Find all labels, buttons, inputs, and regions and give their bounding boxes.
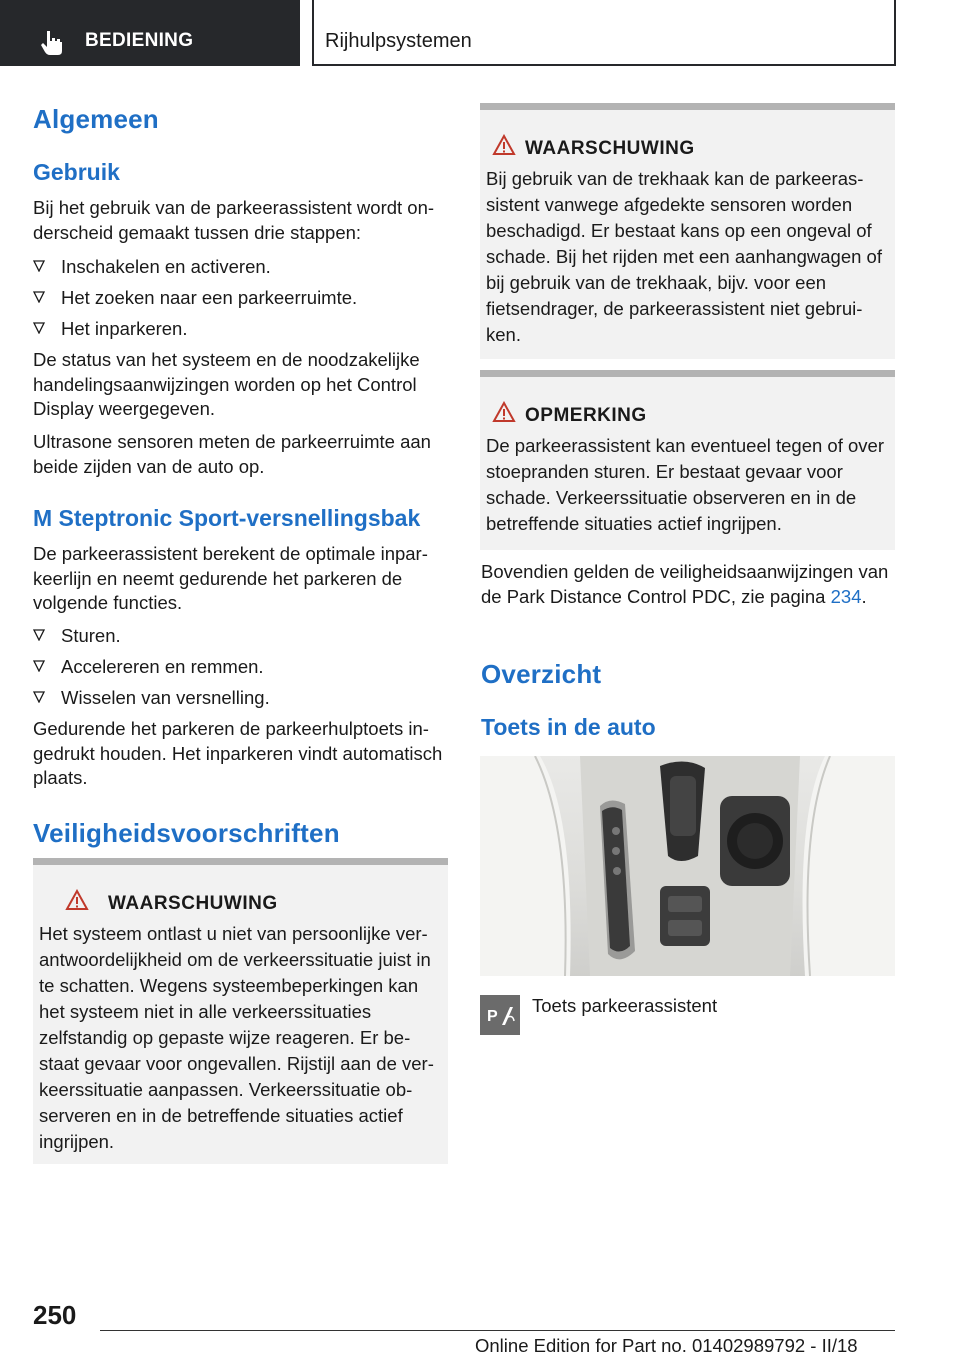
list-item: Accelereren en remmen.	[33, 655, 264, 679]
page-header	[0, 0, 960, 66]
note-title: OPMERKING	[525, 405, 647, 426]
svg-text:P: P	[487, 1008, 498, 1025]
triangle-bullet-icon	[33, 260, 45, 272]
chapter-title: Rijhulpsystemen	[325, 30, 472, 52]
paragraph-steptronic: De parkeerassistent berekent de optimale inparkeerlijn en neemt gedurende het parkeren de volgende functies.	[33, 543, 428, 613]
note-box	[480, 370, 895, 550]
paragraph-gebruik: Bij het gebruik van de parkeerassistent wordt onderscheid gemaakt tussen drie stappen:	[33, 197, 435, 243]
page-reference-link[interactable]: 234	[830, 585, 862, 607]
warning-triangle-icon	[492, 134, 516, 156]
warning-text: Bij gebruik van de trekhaak kan de parkeerassistent vanwege afgedekte sensoren worden beschadigd. Er bestaat kans op een ongeval of schade. Bij het rijden met een aanhangwagen of bij gebruik van de trekhaak, bijv. voor een fietsendrager, de parkeerassistent niet gebruiken.	[486, 168, 882, 345]
caution-triangle-icon	[492, 401, 516, 423]
heading-overzicht: Overzicht	[481, 659, 602, 689]
triangle-bullet-icon	[33, 629, 45, 641]
triangle-bullet-icon	[33, 322, 45, 334]
warning-box	[33, 858, 448, 1164]
header-border-right	[894, 0, 896, 66]
warning-triangle-icon	[65, 889, 89, 911]
header-divider	[312, 0, 314, 66]
heading-toets: Toets in de auto	[481, 714, 656, 740]
paragraph-gedurende: Gedurende het parkeren de parkeerhulptoets ingedrukt houden. Het inparkeren vindt automatisch plaats.	[33, 718, 443, 788]
footer-divider	[100, 1330, 895, 1331]
image-caption: Toets parkeerassistent	[532, 995, 718, 1016]
paragraph-status: De status van het systeem en de noodzakelijke handelingsaanwijzingen worden op het Control Display weergegeven.	[33, 349, 420, 419]
warning-text: Het systeem ontlast u niet van persoonlijke verantwoordelijkheid om de verkeerssituatie juist in te schatten. Wegens systeembeperkingen kan het systeem niet in alle verkeerssituaties zelfstandig op gepaste wijze reageren. Er bestaat gevaar voor ongevallen. Rijstijl aan de verkeerssituatie aanpassen. Verkeerssituatie observeren en in de betreffende situaties actief ingrijpen.	[39, 923, 434, 1152]
note-text: De parkeerassistent kan eventueel tegen of over stoepranden sturen. Er bestaat gevaar voor schade. Verkeerssituatie observeren en in de betreffende situaties actief ingrijpen.	[486, 435, 884, 534]
edition-note: Online Edition for Part no. 01402989792 - II/18	[475, 1335, 858, 1356]
hand-pointer-icon	[38, 29, 66, 57]
list-item: Sturen.	[33, 624, 121, 648]
list-item: Het inparkeren.	[33, 317, 187, 341]
header-border-bottom	[312, 64, 896, 66]
list-item: Wisselen van versnelling.	[33, 686, 270, 710]
list-item: Inschakelen en activeren.	[33, 255, 271, 279]
heading-algemeen: Algemeen	[33, 104, 159, 134]
section-title: BEDIENING	[85, 30, 194, 51]
triangle-bullet-icon	[33, 660, 45, 672]
console-photo	[480, 756, 895, 976]
heading-steptronic: M Steptronic Sport-versnellingsbak	[33, 505, 421, 531]
list-item: Het zoeken naar een parkeerruimte.	[33, 286, 357, 310]
warning-title: WAARSCHUWING	[108, 893, 278, 914]
paragraph-bovendien: Bovendien gelden de veiligheidsaanwijzingen van de Park Distance Control PDC, zie pagina 234.	[481, 561, 889, 607]
center-console-image	[480, 756, 895, 976]
page-number: 250	[33, 1300, 77, 1330]
triangle-bullet-icon	[33, 291, 45, 303]
section-tab	[0, 0, 300, 66]
heading-veiligheid: Veiligheidsvoorschriften	[33, 818, 340, 848]
triangle-bullet-icon	[33, 691, 45, 703]
warning-box	[480, 103, 895, 359]
warning-title: WAARSCHUWING	[525, 138, 695, 159]
heading-gebruik: Gebruik	[33, 159, 120, 185]
paragraph-ultrasone: Ultrasone sensoren meten de parkeerruimte aan beide zijden van de auto op.	[33, 431, 431, 477]
park-assistant-button-icon	[480, 995, 520, 1035]
